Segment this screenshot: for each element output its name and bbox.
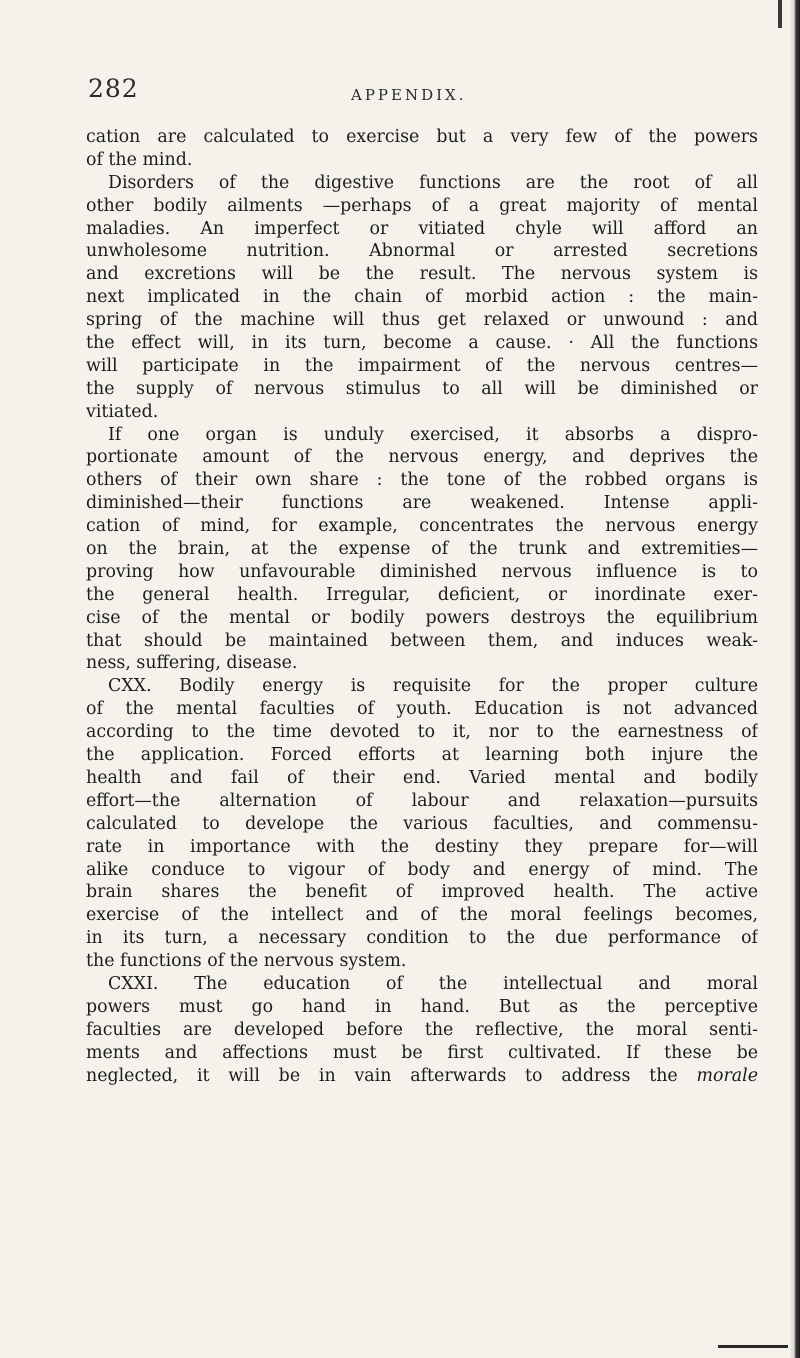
text-line: CXX. Bodily energy is requisite for the proper culture [108, 676, 758, 697]
text-line: next implicated in the chain of morbid action : the main- [86, 287, 758, 308]
text-line: powers must go hand in hand. But as the perceptive [86, 996, 758, 1017]
text-line: the supply of nervous stimulus to all will be diminished or [86, 378, 758, 399]
text-line: spring of the machine will thus get relaxed or unwound : and [86, 310, 758, 331]
text-line: will participate in the impairment of the nervous centres— [86, 355, 758, 376]
text-line: health and fail of their end. Varied mental and bodily [86, 767, 758, 788]
text-line: portionate amount of the nervous energy, and deprives the [86, 447, 758, 468]
page-bottom-mark [718, 1345, 788, 1348]
text-line: that should be maintained between them, and induces weak- [86, 630, 758, 651]
text-line: cise of the mental or bodily powers destroys the equilibrium [86, 607, 758, 628]
running-head: APPENDIX. [351, 86, 467, 104]
text-line: unwholesome nutrition. Abnormal or arrested secretions [86, 241, 758, 262]
text-line: cation of mind, for example, concentrates the nervous energy [86, 516, 758, 537]
page-edge-mark [778, 0, 782, 28]
text-line: on the brain, at the expense of the trunk and extremities— [86, 539, 758, 560]
text-line: brain shares the benefit of improved health. The active [86, 882, 758, 903]
text-line: calculated to develope the various faculties, and commensu- [86, 813, 758, 834]
text-line: of the mental faculties of youth. Education is not advanced [86, 699, 758, 720]
text-line: faculties are developed before the reflective, the moral senti- [86, 1019, 758, 1040]
text-line-final [86, 1065, 758, 1088]
text-line: exercise of the intellect and of the moral feelings becomes, [86, 905, 758, 926]
page-edge-shadow [790, 0, 800, 1358]
page-number: 282 [88, 74, 139, 103]
text-line: alike conduce to vigour of body and energy of mind. The [86, 859, 758, 880]
text-line: cation are calculated to exercise but a very few of the powers [86, 127, 758, 147]
text-line: ments and affections must be first cultivated. If these be [86, 1042, 758, 1063]
text-line: vitiated. [86, 401, 159, 422]
text-line: effort—the alternation of labour and relaxation—pursuits [86, 790, 758, 811]
text-line: ness, suffering, disease. [86, 653, 298, 674]
text-line: Disorders of the digestive functions are the root of all [108, 172, 758, 193]
text-line: of the mind. [86, 149, 193, 170]
text-line: the effect will, in its turn, become a cause. · All the functions [86, 333, 758, 354]
text-line: in its turn, a necessary condition to the due performance of [86, 928, 758, 949]
text-line-final-main: neglected, it will be in vain afterwards to address the [86, 1065, 678, 1086]
text-line: other bodily ailments —perhaps of a great majority of mental [86, 195, 758, 216]
text-line: others of their own share : the tone of the robbed organs is [86, 470, 758, 491]
text-line: and excretions will be the result. The nervous system is [86, 264, 758, 285]
text-line: maladies. An imperfect or vitiated chyle will afford an [86, 218, 758, 239]
italic-word: morale [696, 1065, 758, 1086]
text-line: the application. Forced efforts at learning both injure the [86, 745, 758, 766]
text-line: according to the time devoted to it, nor to the earnestness of [86, 722, 758, 743]
text-line: CXXI. The education of the intellectual and moral [108, 973, 758, 994]
text-line: proving how unfavourable diminished nervous influence is to [86, 561, 758, 582]
text-line: diminished—their functions are weakened. Intense appli- [86, 493, 758, 514]
text-line: rate in importance with the destiny they prepare for—will [86, 836, 758, 857]
text-line: the general health. Irregular, deficient, or inordinate exer- [86, 584, 758, 605]
body-text [86, 126, 758, 1087]
text-line: If one organ is unduly exercised, it absorbs a dispro- [108, 424, 758, 445]
text-line: the functions of the nervous system. [86, 951, 407, 972]
